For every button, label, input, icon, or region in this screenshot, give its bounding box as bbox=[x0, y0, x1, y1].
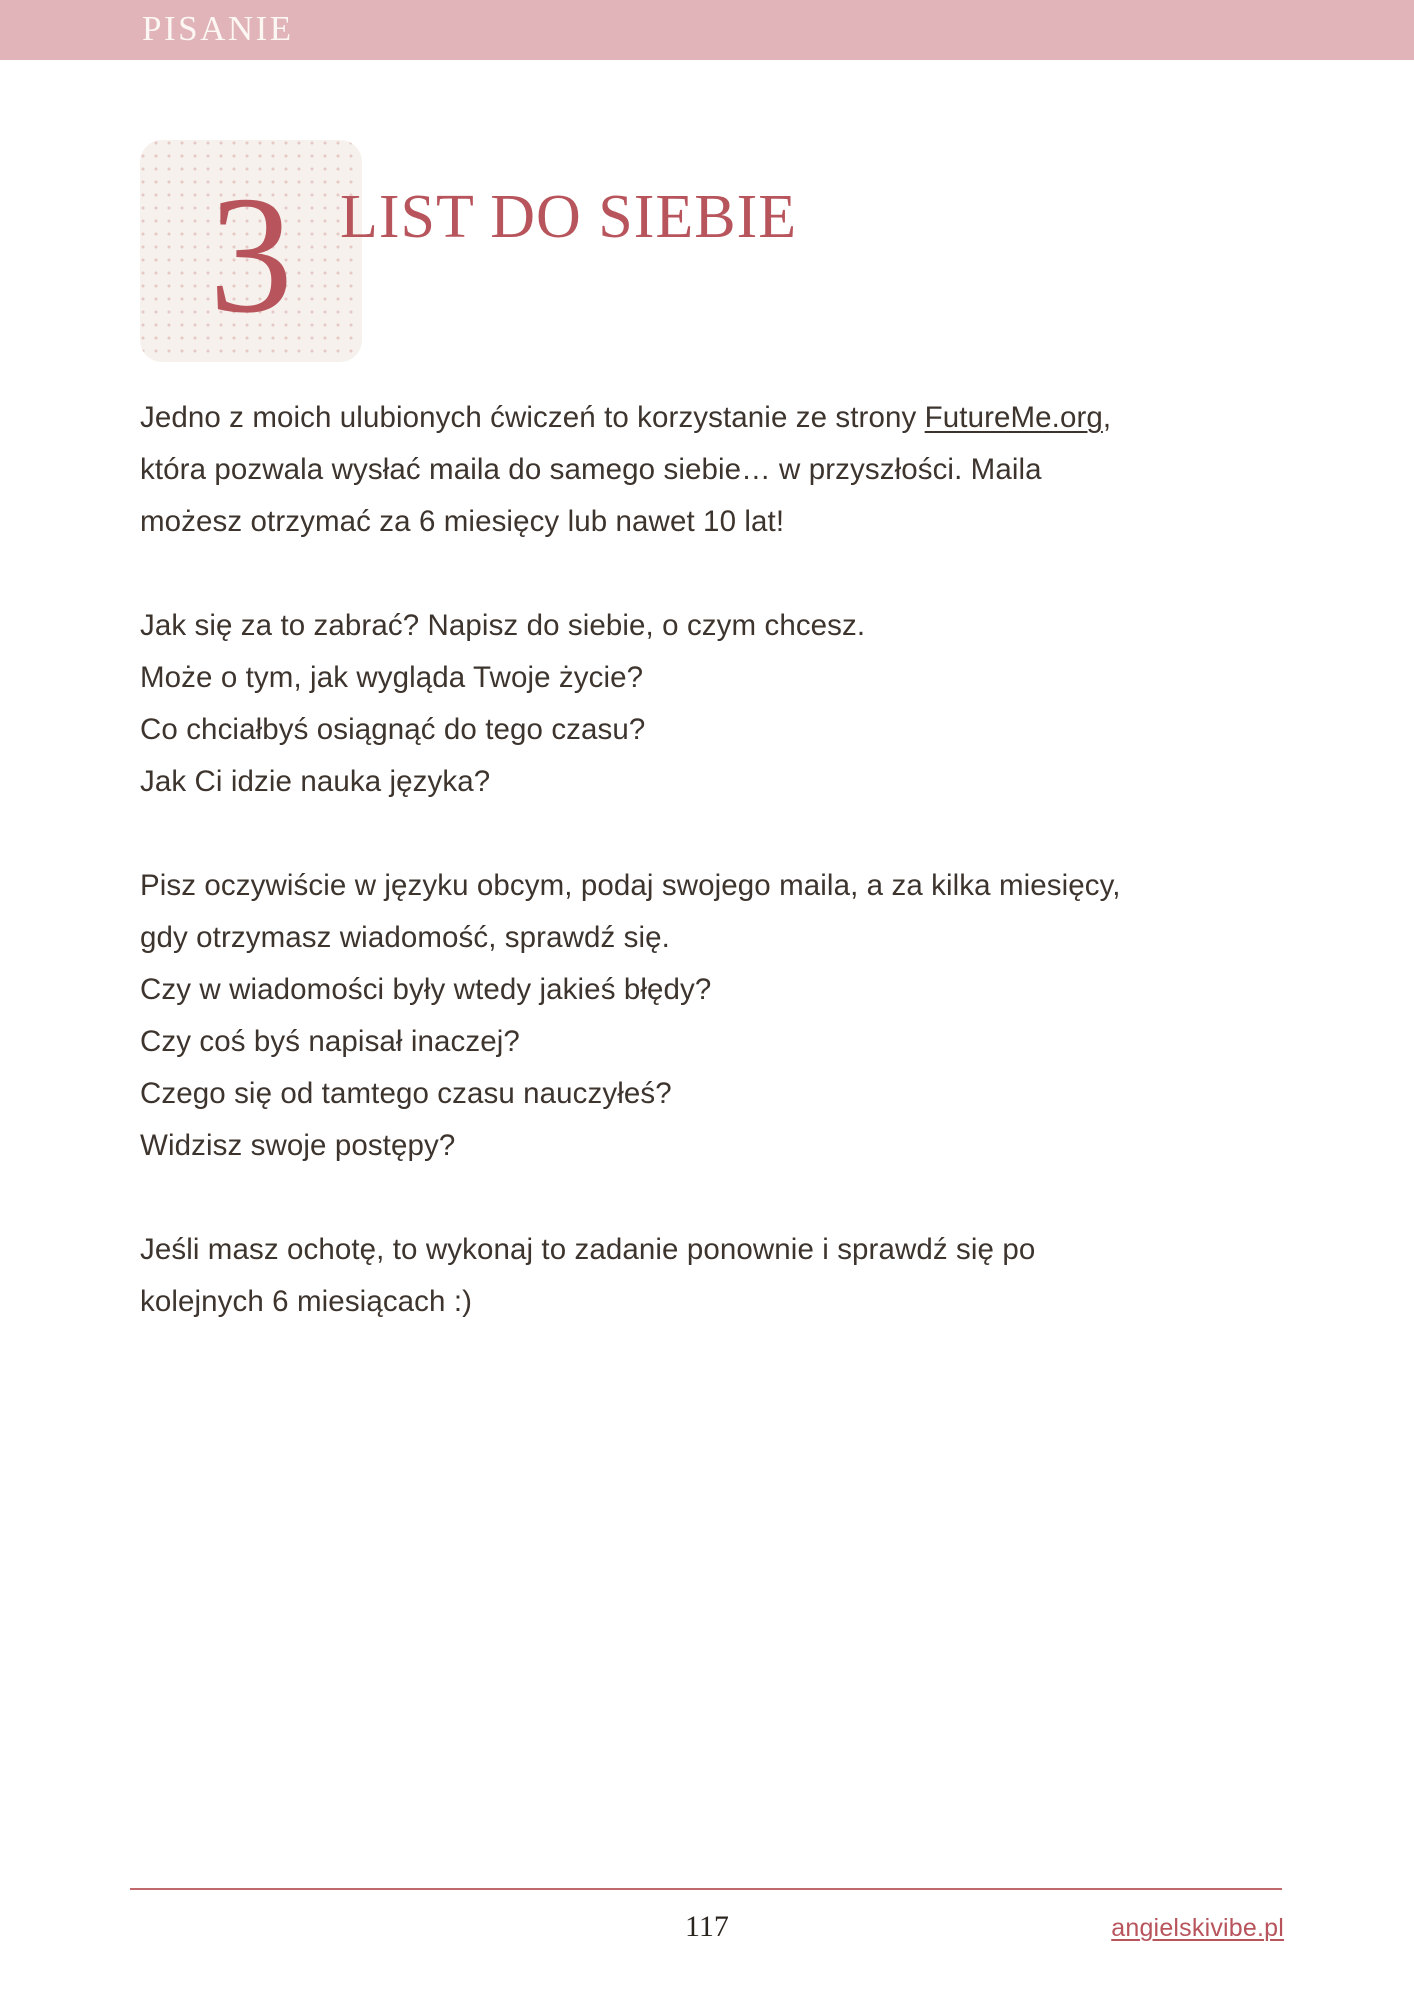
review-line-6: Widzisz swoje postępy? bbox=[140, 1129, 456, 1162]
review-line-5: Czego się od tamtego czasu nauczyłeś? bbox=[140, 1077, 672, 1110]
paragraph-intro-line-1 bbox=[140, 392, 1280, 444]
review-line-3: Czy w wiadomości były wtedy jakieś błędy? bbox=[140, 973, 712, 1006]
prompt-line-4: Jak Ci idzie nauka języka? bbox=[140, 765, 491, 798]
body-content bbox=[140, 392, 1280, 1328]
chapter-heading bbox=[140, 140, 1260, 349]
prompt-line-3: Co chciałbyś osiągnąć do tego czasu? bbox=[140, 713, 646, 746]
footer-divider bbox=[130, 1888, 1282, 1890]
paragraph-closing bbox=[140, 1224, 1280, 1328]
paragraph-prompts bbox=[140, 600, 1280, 808]
prompt-line-2: Może o tym, jak wygląda Twoje życie? bbox=[140, 661, 644, 694]
futureme-link[interactable]: FutureMe.org bbox=[924, 401, 1103, 434]
page-title: LIST DO SIEBIE bbox=[340, 183, 798, 251]
paragraph-intro-line-3: możesz otrzymać za 6 miesięcy lub nawet 10 lat! bbox=[140, 505, 785, 538]
review-line-4: Czy coś byś napisał inaczej? bbox=[140, 1025, 520, 1058]
paragraph-review bbox=[140, 860, 1280, 1172]
paragraph-intro-line-2: która pozwala wysłać maila do samego siebie… w przyszłości. Maila bbox=[140, 453, 1042, 486]
review-line-2: gdy otrzymasz wiadomość, sprawdź się. bbox=[140, 921, 670, 954]
chapter-number-badge bbox=[140, 140, 362, 362]
paragraph-intro bbox=[140, 392, 1280, 548]
intro-text-after-link: , bbox=[1102, 401, 1112, 434]
closing-line-2: kolejnych 6 miesiącach :) bbox=[140, 1285, 473, 1318]
intro-text-before-link: Jedno z moich ulubionych ćwiczeń to korzystanie ze strony bbox=[140, 401, 925, 434]
prompt-line-1: Jak się za to zabrać? Napisz do siebie, o czym chcesz. bbox=[140, 609, 866, 642]
closing-line-1: Jeśli masz ochotę, to wykonaj to zadanie ponownie i sprawdź się po bbox=[140, 1233, 1036, 1266]
page-number: 117 bbox=[685, 1910, 729, 1943]
page-header-band bbox=[0, 0, 1414, 60]
section-label: PISANIE bbox=[142, 9, 294, 49]
review-line-1: Pisz oczywiście w języku obcym, podaj swojego maila, a za kilka miesięcy, bbox=[140, 869, 1121, 902]
chapter-number: 3 bbox=[209, 162, 293, 349]
website-link[interactable]: angielskivibe.pl bbox=[1111, 1914, 1284, 1942]
